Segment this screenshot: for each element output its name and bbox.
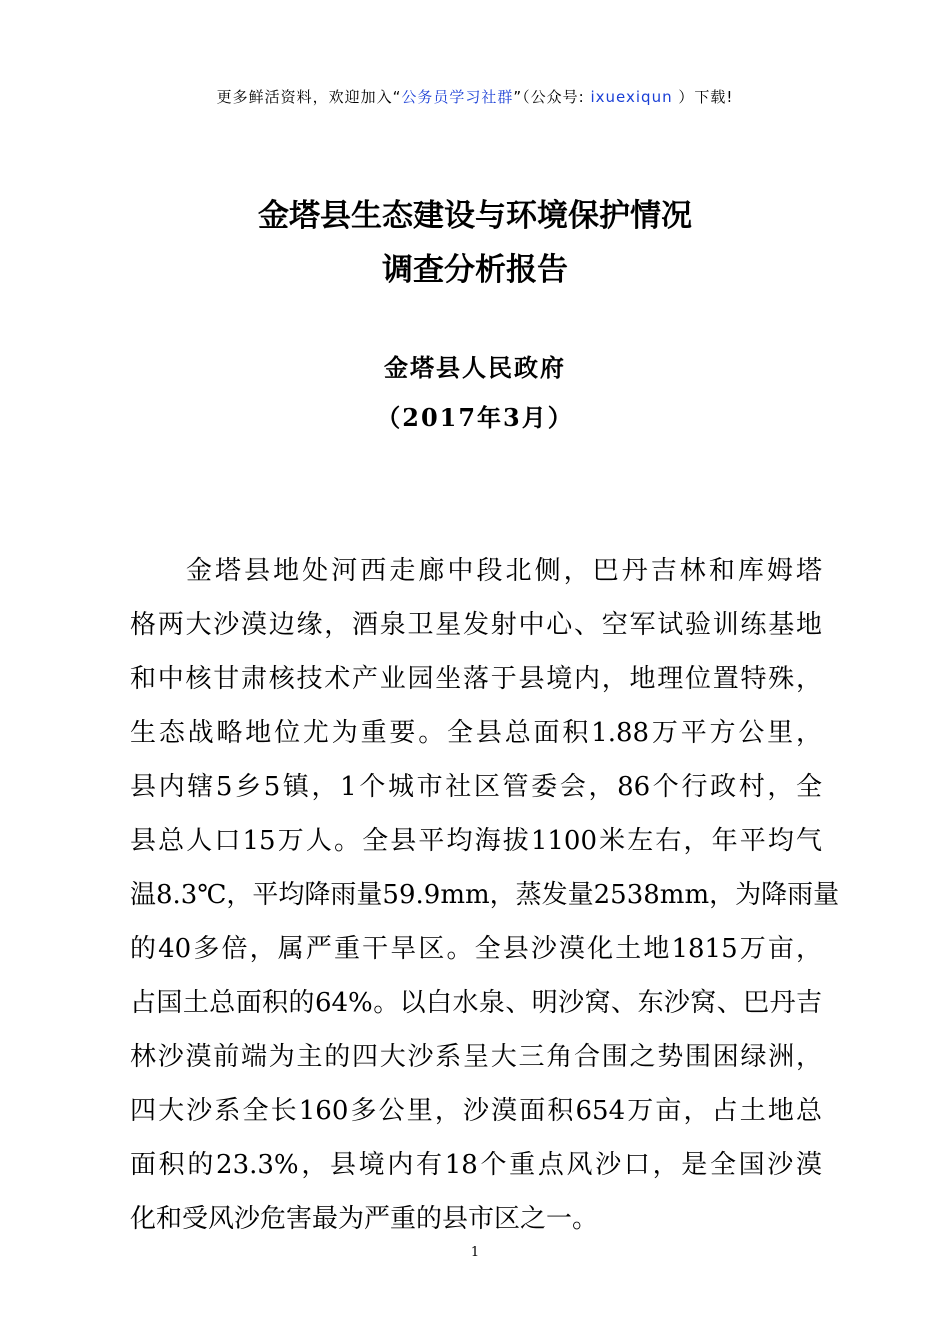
banner-middle: ”（公众号: [513,88,591,106]
body-paragraph [130,553,840,1255]
document-author: 金塔县人民政府 [384,353,566,382]
paragraph-line: 四大沙系全长160多公里，沙漠面积654万亩，占土地总 [130,1096,822,1126]
page-number: 1 [470,1245,480,1260]
paragraph-line: 生态战略地位尤为重要。全县总面积1.88万平方公里， [130,718,822,748]
banner-suffix: ）下载! [672,88,734,106]
banner-prefix: 更多鲜活资料，欢迎加入“ [216,88,402,106]
paragraph-line: 占国土总面积的64%。以白水泉、明沙窝、东沙窝、巴丹吉 [130,988,822,1018]
paragraph-line: 温8.3℃，平均降雨量59.9mm，蒸发量2538mm，为降雨量 [130,880,840,910]
paragraph-line: 格两大沙漠边缘，酒泉卫星发射中心、空军试验训练基地 [130,610,822,640]
banner-account-link[interactable]: ixuexiqun [590,88,673,106]
paragraph-line: 林沙漠前端为主的四大沙系呈大三角合围之势围困绿洲， [130,1042,822,1072]
banner-group-link[interactable]: 公务员学习社群 [401,88,514,106]
document-title-line-2: 调查分析报告 [382,252,568,288]
paragraph-line: 的40多倍，属严重干旱区。全县沙漠化土地1815万亩， [130,934,822,964]
paragraph-line: 化和受风沙危害最为严重的县市区之一。 [130,1204,599,1234]
document-title-line-1: 金塔县生态建设与环境保护情况 [258,198,692,234]
paragraph-line: 和中核甘肃核技术产业园坐落于县境内，地理位置特殊， [130,664,822,694]
download-banner [0,86,950,108]
paragraph-line: 面积的23.3%，县境内有18个重点风沙口，是全国沙漠 [130,1150,822,1180]
document-date: （2017年3月） [376,403,574,432]
paragraph-line: 县内辖5乡5镇，1个城市社区管委会，86个行政村，全 [130,772,822,802]
paragraph-line: 金塔县地处河西走廊中段北侧，巴丹吉林和库姆塔 [186,556,822,586]
paragraph-line: 县总人口15万人。全县平均海拔1100米左右，年平均气 [130,826,822,856]
